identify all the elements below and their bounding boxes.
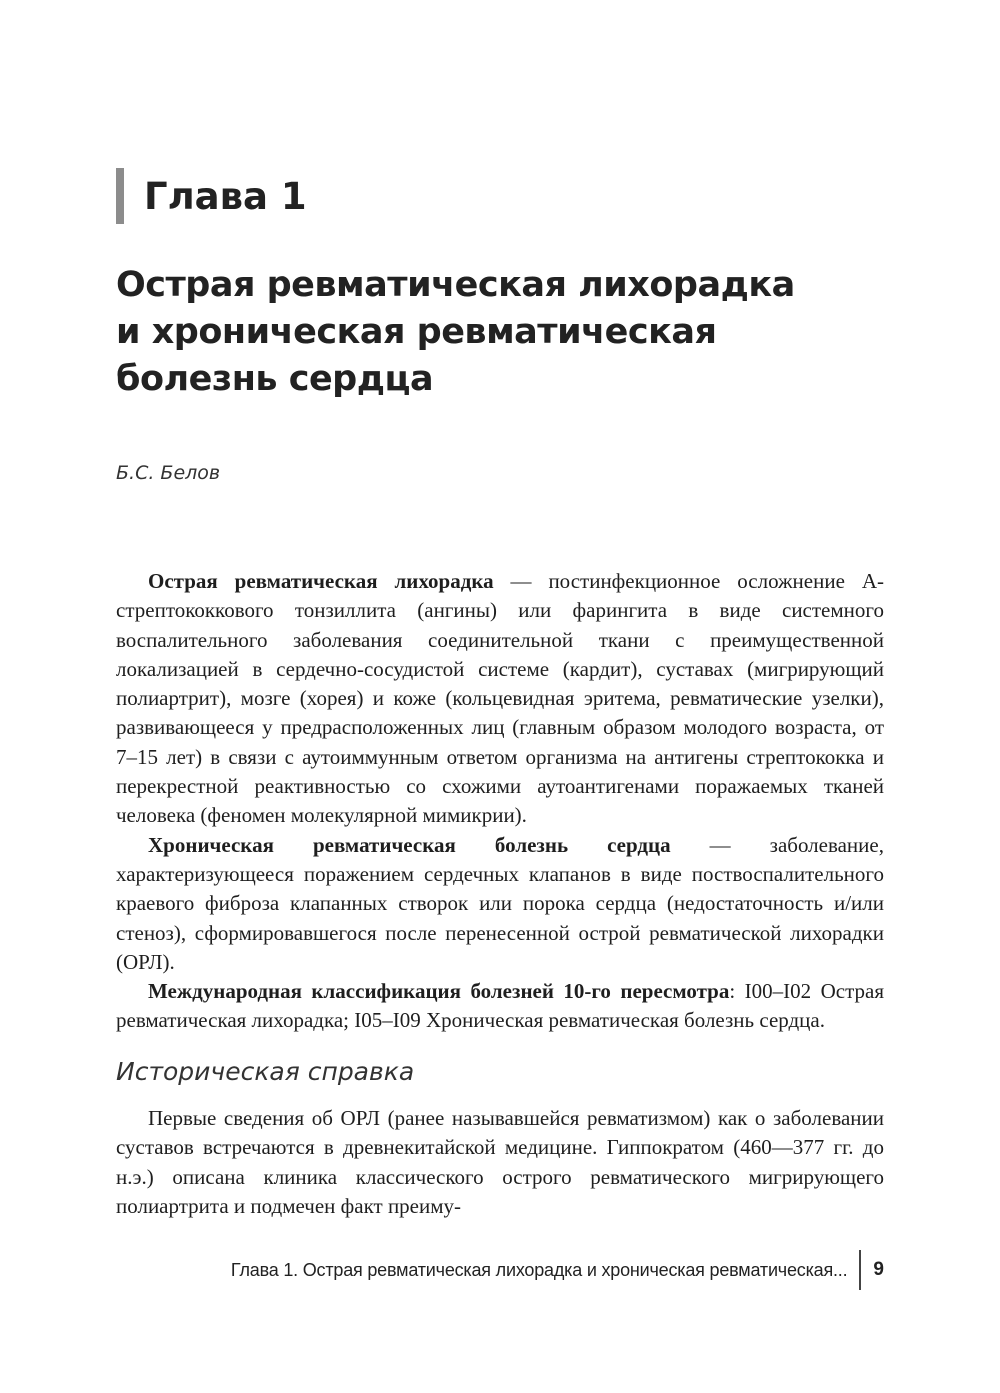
definitions-block — [116, 567, 884, 1036]
title-line: Острая ревматическая лихорадка — [116, 265, 795, 305]
history-block — [116, 1104, 884, 1221]
footer-divider — [859, 1250, 861, 1290]
chapter-label: Глава 1 — [144, 174, 307, 218]
paragraph-text: — постинфекционное осложнение А-стрептококкового тонзиллита (ангины) или фарингита в виде системного воспалительного заболевания соединительной ткани с преимущественной локализацией в сердечно-сосудистой системе (кардит), суставах (мигрирующий полиартрит), мозге (хорея) и коже (кольцевидная эритема, ревматические узелки), развивающееся у предрасположенных лиц (главным образом молодого возраста, от 7–15 лет) в связи с аутоиммунным ответом организма на антигены стрептококка и перекрестной реактивностью со схожими аутоантигенами поражаемых тканей человека (феномен молекулярной мимикрии). — [116, 569, 884, 828]
title-line: болезнь сердца — [116, 359, 434, 399]
page-number: 9 — [873, 1259, 884, 1280]
paragraph-history: Первые сведения об ОРЛ (ранее называвшейся ревматизмом) как о заболевании суставов встречаются в древнекитайской медицине. Гиппократом (460—377 гг. до н.э.) описана клиника классического острого ревматического мигрирующего полиартрита и подмечен факт преиму- — [116, 1106, 884, 1218]
term-icd10: Международная классификация болезней 10-го пересмотра — [148, 979, 730, 1004]
page-footer — [231, 1250, 884, 1290]
term-hrbs: Хроническая ревматическая болезнь сердца — [148, 832, 671, 857]
paragraph-orl-definition — [116, 567, 884, 831]
paragraph-text: : I00–I02 Острая ревматическая лихорадка; I05–I09 Хроническая ревматическая болезнь сердца. — [116, 979, 884, 1033]
running-title: Глава 1. Острая ревматическая лихорадка и хроническая ревматическая... — [230, 1259, 848, 1280]
chapter-accent-bar — [116, 168, 124, 224]
paragraph-hrbs-definition — [116, 831, 884, 977]
paragraph-icd10 — [116, 977, 884, 1036]
chapter-title — [116, 262, 916, 403]
chapter-heading — [116, 168, 307, 224]
title-line: и хроническая ревматическая — [116, 312, 717, 352]
paragraph-text: — заболевание, характеризующееся поражением сердечных клапанов в виде поствоспалительного краевого фиброза клапанных створок или порока сердца (недостаточность и/или стеноз), сформировавшегося после перенесенной острой ревматической лихорадки (ОРЛ). — [116, 832, 884, 974]
author-name: Б.С. Белов — [116, 462, 221, 484]
section-heading-history: Историческая справка — [116, 1057, 415, 1086]
term-orl: Острая ревматическая лихорадка — [148, 569, 494, 593]
